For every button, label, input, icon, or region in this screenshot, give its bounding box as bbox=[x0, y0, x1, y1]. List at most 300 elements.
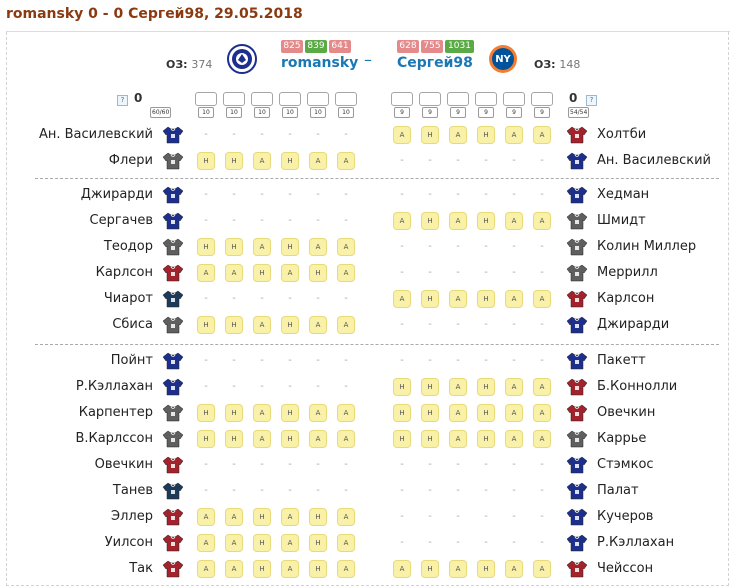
home-empty-cell: - bbox=[204, 215, 208, 226]
home-line-chip[interactable]: Н bbox=[225, 152, 243, 170]
away-line-chip[interactable]: Н bbox=[393, 404, 411, 422]
away-period-box-frame bbox=[475, 92, 497, 106]
away-jersey-icon bbox=[566, 238, 588, 256]
home-period-count: 10 bbox=[282, 107, 298, 118]
team-separator: – bbox=[364, 50, 372, 69]
home-line-chip[interactable]: Н bbox=[309, 534, 327, 552]
home-line-chip[interactable]: Н bbox=[197, 238, 215, 256]
away-line-chip[interactable]: А bbox=[505, 560, 523, 578]
away-player-name[interactable]: Шмидт bbox=[597, 213, 646, 228]
home-empty-cell: - bbox=[344, 215, 348, 226]
home-line-chip[interactable]: Н bbox=[281, 404, 299, 422]
away-line-chip[interactable]: А bbox=[533, 560, 551, 578]
home-jersey-icon bbox=[162, 264, 184, 282]
away-empty-cell: - bbox=[400, 189, 404, 200]
home-line-chip[interactable]: А bbox=[337, 264, 355, 282]
away-line-chip[interactable]: А bbox=[393, 290, 411, 308]
home-line-chip[interactable]: А bbox=[253, 316, 271, 334]
home-player-name[interactable]: Р.Кэллахан bbox=[75, 379, 153, 394]
home-player-name[interactable]: Карпентер bbox=[78, 405, 153, 420]
away-line-chip[interactable]: А bbox=[505, 212, 523, 230]
away-empty-cell: - bbox=[484, 355, 488, 366]
home-empty-cell: - bbox=[232, 459, 236, 470]
home-empty-cell: - bbox=[288, 129, 292, 140]
away-line-chip[interactable]: Н bbox=[477, 126, 495, 144]
home-player-name[interactable]: В.Карлссон bbox=[75, 431, 153, 446]
home-period-box-frame bbox=[251, 92, 273, 106]
away-player-name[interactable]: Холтби bbox=[597, 127, 647, 142]
home-line-chip[interactable]: А bbox=[225, 534, 243, 552]
home-line-chip[interactable]: Н bbox=[309, 508, 327, 526]
home-line-chip[interactable]: А bbox=[253, 430, 271, 448]
home-empty-cell: - bbox=[232, 215, 236, 226]
home-line-chip[interactable]: А bbox=[225, 508, 243, 526]
away-empty-cell: - bbox=[400, 511, 404, 522]
away-line-chip[interactable]: А bbox=[505, 290, 523, 308]
away-line-chip[interactable]: Н bbox=[477, 430, 495, 448]
islanders-logo-icon bbox=[488, 44, 518, 74]
away-empty-cell: - bbox=[428, 319, 432, 330]
home-player-name[interactable]: Эллер bbox=[111, 509, 153, 524]
away-empty-cell: - bbox=[512, 267, 516, 278]
away-line-chip[interactable]: А bbox=[533, 290, 551, 308]
away-jersey-icon bbox=[566, 560, 588, 578]
away-period-count: 9 bbox=[534, 107, 550, 118]
away-empty-cell: - bbox=[456, 459, 460, 470]
match-frame bbox=[6, 32, 729, 586]
home-jersey-icon bbox=[162, 430, 184, 448]
home-line-chip[interactable]: А bbox=[197, 264, 215, 282]
home-empty-cell: - bbox=[204, 293, 208, 304]
home-line-chip[interactable]: Н bbox=[309, 264, 327, 282]
away-line-chip[interactable]: А bbox=[533, 378, 551, 396]
home-empty-cell: - bbox=[260, 129, 264, 140]
away-player-name[interactable]: Меррилл bbox=[597, 265, 658, 280]
home-empty-cell: - bbox=[260, 215, 264, 226]
home-oz-value: 374 bbox=[191, 58, 213, 71]
away-oz-label: ОЗ: bbox=[534, 58, 556, 71]
away-empty-cell: - bbox=[456, 319, 460, 330]
away-line-chip[interactable]: Н bbox=[477, 404, 495, 422]
away-empty-cell: - bbox=[512, 189, 516, 200]
away-line-chip[interactable]: А bbox=[393, 560, 411, 578]
home-team-link[interactable]: romansky bbox=[281, 55, 359, 71]
home-line-chip[interactable]: А bbox=[337, 560, 355, 578]
home-empty-cell: - bbox=[344, 485, 348, 496]
home-empty-cell: - bbox=[288, 189, 292, 200]
home-period-box-frame bbox=[223, 92, 245, 106]
home-empty-cell: - bbox=[288, 293, 292, 304]
home-badge-2: 839 bbox=[305, 40, 327, 53]
away-line-chip[interactable]: Н bbox=[421, 212, 439, 230]
home-line-chip[interactable]: А bbox=[309, 152, 327, 170]
home-line-chip[interactable]: А bbox=[253, 404, 271, 422]
svg-text:NY: NY bbox=[495, 54, 511, 65]
home-empty-cell: - bbox=[344, 381, 348, 392]
away-player-name[interactable]: Р.Кэллахан bbox=[597, 535, 675, 550]
away-line-chip[interactable]: А bbox=[505, 404, 523, 422]
home-line-chip[interactable]: Н bbox=[197, 404, 215, 422]
chelsea-crest-icon bbox=[227, 44, 257, 74]
home-empty-cell: - bbox=[204, 381, 208, 392]
away-empty-cell: - bbox=[540, 459, 544, 470]
away-period-count: 9 bbox=[506, 107, 522, 118]
away-empty-cell: - bbox=[428, 511, 432, 522]
away-empty-cell: - bbox=[400, 241, 404, 252]
home-jersey-icon bbox=[162, 560, 184, 578]
home-line-chip[interactable]: А bbox=[309, 238, 327, 256]
away-line-chip[interactable]: Н bbox=[393, 378, 411, 396]
away-line-chip[interactable]: Н bbox=[421, 290, 439, 308]
away-team-link[interactable]: Сергей98 bbox=[397, 55, 473, 71]
away-empty-cell: - bbox=[540, 511, 544, 522]
away-empty-cell: - bbox=[484, 511, 488, 522]
away-player-name[interactable]: Хедман bbox=[597, 187, 650, 202]
home-badge-1: 825 bbox=[281, 40, 303, 53]
away-period-box bbox=[531, 92, 553, 118]
home-player-name[interactable]: Теодор bbox=[103, 239, 153, 254]
away-empty-cell: - bbox=[484, 155, 488, 166]
home-jersey-icon bbox=[162, 212, 184, 230]
away-line-chip[interactable]: Н bbox=[421, 126, 439, 144]
away-empty-cell: - bbox=[484, 459, 488, 470]
home-empty-cell: - bbox=[316, 189, 320, 200]
home-empty-cell: - bbox=[316, 129, 320, 140]
home-line-chip[interactable]: А bbox=[253, 152, 271, 170]
away-empty-cell: - bbox=[428, 537, 432, 548]
home-player-name[interactable]: Так bbox=[129, 561, 153, 576]
home-empty-cell: - bbox=[204, 485, 208, 496]
home-line-chip[interactable]: Н bbox=[197, 316, 215, 334]
home-line-chip[interactable]: А bbox=[309, 404, 327, 422]
away-line-chip[interactable]: А bbox=[449, 126, 467, 144]
away-line-chip[interactable]: А bbox=[533, 126, 551, 144]
home-oz-label: ОЗ: bbox=[166, 58, 188, 71]
home-player-name[interactable]: Джирарди bbox=[80, 187, 153, 202]
away-empty-cell: - bbox=[428, 459, 432, 470]
home-jersey-icon bbox=[162, 378, 184, 396]
away-line-chip[interactable]: А bbox=[449, 212, 467, 230]
home-jersey-icon bbox=[162, 186, 184, 204]
away-player-name[interactable]: Джирарди bbox=[597, 317, 670, 332]
away-empty-cell: - bbox=[512, 355, 516, 366]
away-empty-cell: - bbox=[484, 189, 488, 200]
away-line-chip[interactable]: Н bbox=[477, 560, 495, 578]
away-empty-cell: - bbox=[484, 319, 488, 330]
home-line-chip[interactable]: А bbox=[337, 152, 355, 170]
away-line-chip[interactable]: Н bbox=[477, 378, 495, 396]
away-badge-1: 628 bbox=[397, 40, 419, 53]
home-empty-cell: - bbox=[260, 355, 264, 366]
away-empty-cell: - bbox=[512, 241, 516, 252]
away-jersey-icon bbox=[566, 316, 588, 334]
away-player-name[interactable]: Стэмкос bbox=[597, 457, 654, 472]
away-oz bbox=[534, 58, 580, 71]
away-empty-cell: - bbox=[484, 537, 488, 548]
away-empty-cell: - bbox=[428, 355, 432, 366]
home-line-chip[interactable]: Н bbox=[253, 508, 271, 526]
away-empty-cell: - bbox=[428, 485, 432, 496]
home-period-box bbox=[335, 92, 357, 118]
away-empty-cell: - bbox=[512, 511, 516, 522]
home-empty-cell: - bbox=[204, 129, 208, 140]
away-player-name[interactable]: Пакетт bbox=[597, 353, 646, 368]
home-line-chip[interactable]: А bbox=[309, 316, 327, 334]
away-line-chip[interactable]: Н bbox=[477, 212, 495, 230]
away-period-box-frame bbox=[503, 92, 525, 106]
away-line-chip[interactable]: Н bbox=[421, 404, 439, 422]
away-badge-3: 1031 bbox=[445, 40, 474, 53]
home-jersey-icon bbox=[162, 508, 184, 526]
home-player-name[interactable]: Ан. Василевский bbox=[38, 127, 153, 142]
away-period-box-frame bbox=[419, 92, 441, 106]
home-line-chip[interactable]: А bbox=[281, 560, 299, 578]
home-help-icon[interactable]: ? bbox=[117, 95, 128, 106]
away-period-count: 9 bbox=[394, 107, 410, 118]
home-line-chip[interactable]: Н bbox=[225, 430, 243, 448]
home-empty-cell: - bbox=[260, 381, 264, 392]
home-line-chip[interactable]: Н bbox=[309, 560, 327, 578]
home-period-box-frame bbox=[195, 92, 217, 106]
away-period-count: 9 bbox=[478, 107, 494, 118]
home-empty-cell: - bbox=[316, 485, 320, 496]
away-empty-cell: - bbox=[456, 241, 460, 252]
home-period-box-frame bbox=[307, 92, 329, 106]
home-empty-cell: - bbox=[260, 459, 264, 470]
away-player-name[interactable]: Чейссон bbox=[597, 561, 654, 576]
away-empty-cell: - bbox=[428, 267, 432, 278]
home-line-chip[interactable]: А bbox=[281, 264, 299, 282]
away-line-chip[interactable]: А bbox=[533, 430, 551, 448]
home-player-name[interactable]: Флери bbox=[108, 153, 153, 168]
away-player-name[interactable]: Б.Коннолли bbox=[597, 379, 678, 394]
home-empty-cell: - bbox=[344, 129, 348, 140]
away-period-count: 9 bbox=[450, 107, 466, 118]
home-line-chip[interactable]: Н bbox=[197, 152, 215, 170]
away-empty-cell: - bbox=[456, 189, 460, 200]
home-line-chip[interactable]: А bbox=[309, 430, 327, 448]
away-empty-cell: - bbox=[456, 537, 460, 548]
away-jersey-icon bbox=[566, 430, 588, 448]
home-period-box-frame bbox=[335, 92, 357, 106]
line-separator bbox=[35, 344, 719, 345]
away-line-chip[interactable]: А bbox=[393, 126, 411, 144]
home-line-chip[interactable]: Н bbox=[225, 316, 243, 334]
home-line-chip[interactable]: Н bbox=[281, 152, 299, 170]
away-player-name[interactable]: Карлсон bbox=[597, 291, 655, 306]
home-line-chip[interactable]: А bbox=[197, 534, 215, 552]
home-empty-cell: - bbox=[232, 355, 236, 366]
away-empty-cell: - bbox=[512, 319, 516, 330]
away-line-chip[interactable]: Н bbox=[421, 560, 439, 578]
home-player-name[interactable]: Уилсон bbox=[104, 535, 153, 550]
home-period-count: 10 bbox=[338, 107, 354, 118]
away-empty-cell: - bbox=[456, 511, 460, 522]
home-jersey-icon bbox=[162, 404, 184, 422]
home-line-chip[interactable]: А bbox=[197, 560, 215, 578]
home-empty-cell: - bbox=[288, 355, 292, 366]
home-empty-cell: - bbox=[260, 293, 264, 304]
match-title: romansky 0 - 0 Сергей98, 29.05.2018 bbox=[6, 6, 303, 22]
away-empty-cell: - bbox=[540, 155, 544, 166]
away-jersey-icon bbox=[566, 290, 588, 308]
away-empty-cell: - bbox=[540, 319, 544, 330]
home-line-chip[interactable]: Н bbox=[253, 534, 271, 552]
home-line-chip[interactable]: Н bbox=[225, 404, 243, 422]
away-score: 0 bbox=[569, 91, 578, 105]
home-line-chip[interactable]: А bbox=[337, 316, 355, 334]
away-empty-cell: - bbox=[428, 241, 432, 252]
away-period-box-frame bbox=[531, 92, 553, 106]
away-line-chip[interactable]: А bbox=[449, 430, 467, 448]
away-empty-cell: - bbox=[540, 241, 544, 252]
home-line-chip[interactable]: А bbox=[337, 430, 355, 448]
away-empty-cell: - bbox=[540, 537, 544, 548]
home-line-chip[interactable]: А bbox=[337, 508, 355, 526]
away-player-name[interactable]: Овечкин bbox=[597, 405, 656, 420]
home-player-name[interactable]: Овечкин bbox=[94, 457, 153, 472]
away-empty-cell: - bbox=[512, 155, 516, 166]
home-empty-cell: - bbox=[316, 459, 320, 470]
away-line-chip[interactable]: А bbox=[449, 404, 467, 422]
home-score: 0 bbox=[134, 91, 143, 105]
away-empty-cell: - bbox=[512, 485, 516, 496]
away-period-box bbox=[503, 92, 525, 118]
home-count: 60/60 bbox=[152, 109, 170, 116]
away-jersey-icon bbox=[566, 456, 588, 474]
away-help-icon[interactable]: ? bbox=[586, 95, 597, 106]
home-empty-cell: - bbox=[344, 293, 348, 304]
home-empty-cell: - bbox=[232, 129, 236, 140]
home-empty-cell: - bbox=[288, 459, 292, 470]
home-line-chip[interactable]: Н bbox=[253, 560, 271, 578]
home-empty-cell: - bbox=[232, 189, 236, 200]
away-line-chip[interactable]: Н bbox=[421, 430, 439, 448]
away-line-chip[interactable]: А bbox=[533, 404, 551, 422]
home-period-box bbox=[307, 92, 329, 118]
home-jersey-icon bbox=[162, 126, 184, 144]
away-line-chip[interactable]: Н bbox=[393, 430, 411, 448]
away-empty-cell: - bbox=[428, 155, 432, 166]
home-player-name[interactable]: Танев bbox=[112, 483, 153, 498]
away-jersey-icon bbox=[566, 482, 588, 500]
home-line-chip[interactable]: Н bbox=[281, 430, 299, 448]
home-line-chip[interactable]: Н bbox=[281, 316, 299, 334]
home-line-chip[interactable]: А bbox=[337, 534, 355, 552]
away-player-name[interactable]: Кучеров bbox=[597, 509, 654, 524]
away-jersey-icon bbox=[566, 508, 588, 526]
away-empty-cell: - bbox=[400, 319, 404, 330]
away-empty-cell: - bbox=[484, 241, 488, 252]
home-line-chip[interactable]: Н bbox=[225, 238, 243, 256]
away-line-chip[interactable]: А bbox=[449, 290, 467, 308]
home-period-count: 10 bbox=[198, 107, 214, 118]
home-player-name[interactable]: Сбиса bbox=[112, 317, 153, 332]
away-jersey-icon bbox=[566, 404, 588, 422]
away-empty-cell: - bbox=[400, 355, 404, 366]
away-line-chip[interactable]: А bbox=[449, 378, 467, 396]
home-empty-cell: - bbox=[316, 355, 320, 366]
away-line-chip[interactable]: Н bbox=[477, 290, 495, 308]
home-empty-cell: - bbox=[288, 381, 292, 392]
away-period-count: 9 bbox=[422, 107, 438, 118]
away-jersey-icon bbox=[566, 212, 588, 230]
away-period-box-frame bbox=[447, 92, 469, 106]
home-line-chip[interactable]: А bbox=[281, 508, 299, 526]
away-line-chip[interactable]: А bbox=[449, 560, 467, 578]
away-line-chip[interactable]: Н bbox=[421, 378, 439, 396]
away-empty-cell: - bbox=[540, 355, 544, 366]
away-player-name[interactable]: Колин Миллер bbox=[597, 239, 697, 254]
away-empty-cell: - bbox=[456, 485, 460, 496]
away-player-name[interactable]: Ан. Василевский bbox=[597, 153, 712, 168]
away-player-name[interactable]: Каррье bbox=[597, 431, 647, 446]
home-period-box bbox=[251, 92, 273, 118]
home-line-chip[interactable]: А bbox=[337, 238, 355, 256]
home-jersey-icon bbox=[162, 316, 184, 334]
away-jersey-icon bbox=[566, 264, 588, 282]
home-line-chip[interactable]: А bbox=[281, 534, 299, 552]
away-count: 54/54 bbox=[570, 109, 588, 116]
away-period-box-frame bbox=[391, 92, 413, 106]
home-empty-cell: - bbox=[232, 381, 236, 392]
away-empty-cell: - bbox=[400, 537, 404, 548]
home-line-chip[interactable]: А bbox=[197, 508, 215, 526]
away-empty-cell: - bbox=[400, 155, 404, 166]
away-empty-cell: - bbox=[400, 267, 404, 278]
away-jersey-icon bbox=[566, 152, 588, 170]
away-line-chip[interactable]: А bbox=[505, 126, 523, 144]
home-empty-cell: - bbox=[232, 485, 236, 496]
home-line-chip[interactable]: Н bbox=[281, 238, 299, 256]
home-oz bbox=[166, 58, 212, 71]
away-line-chip[interactable]: А bbox=[505, 430, 523, 448]
home-empty-cell: - bbox=[260, 485, 264, 496]
home-player-name[interactable]: Пойнт bbox=[110, 353, 153, 368]
home-line-chip[interactable]: Н bbox=[253, 264, 271, 282]
home-jersey-icon bbox=[162, 352, 184, 370]
home-line-chip[interactable]: А bbox=[225, 264, 243, 282]
away-period-box bbox=[391, 92, 413, 118]
home-empty-cell: - bbox=[204, 459, 208, 470]
home-line-chip[interactable]: Н bbox=[197, 430, 215, 448]
home-player-name[interactable]: Карлсон bbox=[95, 265, 153, 280]
home-line-chip[interactable]: А bbox=[337, 404, 355, 422]
away-empty-cell: - bbox=[428, 189, 432, 200]
home-line-chip[interactable]: А bbox=[253, 238, 271, 256]
home-jersey-icon bbox=[162, 534, 184, 552]
home-player-name[interactable]: Сергачев bbox=[89, 213, 153, 228]
away-line-chip[interactable]: А bbox=[505, 378, 523, 396]
away-player-name[interactable]: Палат bbox=[597, 483, 639, 498]
home-empty-cell: - bbox=[344, 459, 348, 470]
home-empty-cell: - bbox=[204, 189, 208, 200]
home-badge-3: 641 bbox=[329, 40, 351, 53]
away-line-chip[interactable]: А bbox=[533, 212, 551, 230]
home-period-box bbox=[279, 92, 301, 118]
away-empty-cell: - bbox=[540, 189, 544, 200]
home-jersey-icon bbox=[162, 456, 184, 474]
home-jersey-icon bbox=[162, 482, 184, 500]
away-empty-cell: - bbox=[400, 459, 404, 470]
away-line-chip[interactable]: А bbox=[393, 212, 411, 230]
home-line-chip[interactable]: А bbox=[225, 560, 243, 578]
away-empty-cell: - bbox=[512, 459, 516, 470]
home-player-name[interactable]: Чиарот bbox=[103, 291, 153, 306]
home-empty-cell: - bbox=[288, 215, 292, 226]
away-jersey-icon bbox=[566, 378, 588, 396]
home-empty-cell: - bbox=[344, 189, 348, 200]
